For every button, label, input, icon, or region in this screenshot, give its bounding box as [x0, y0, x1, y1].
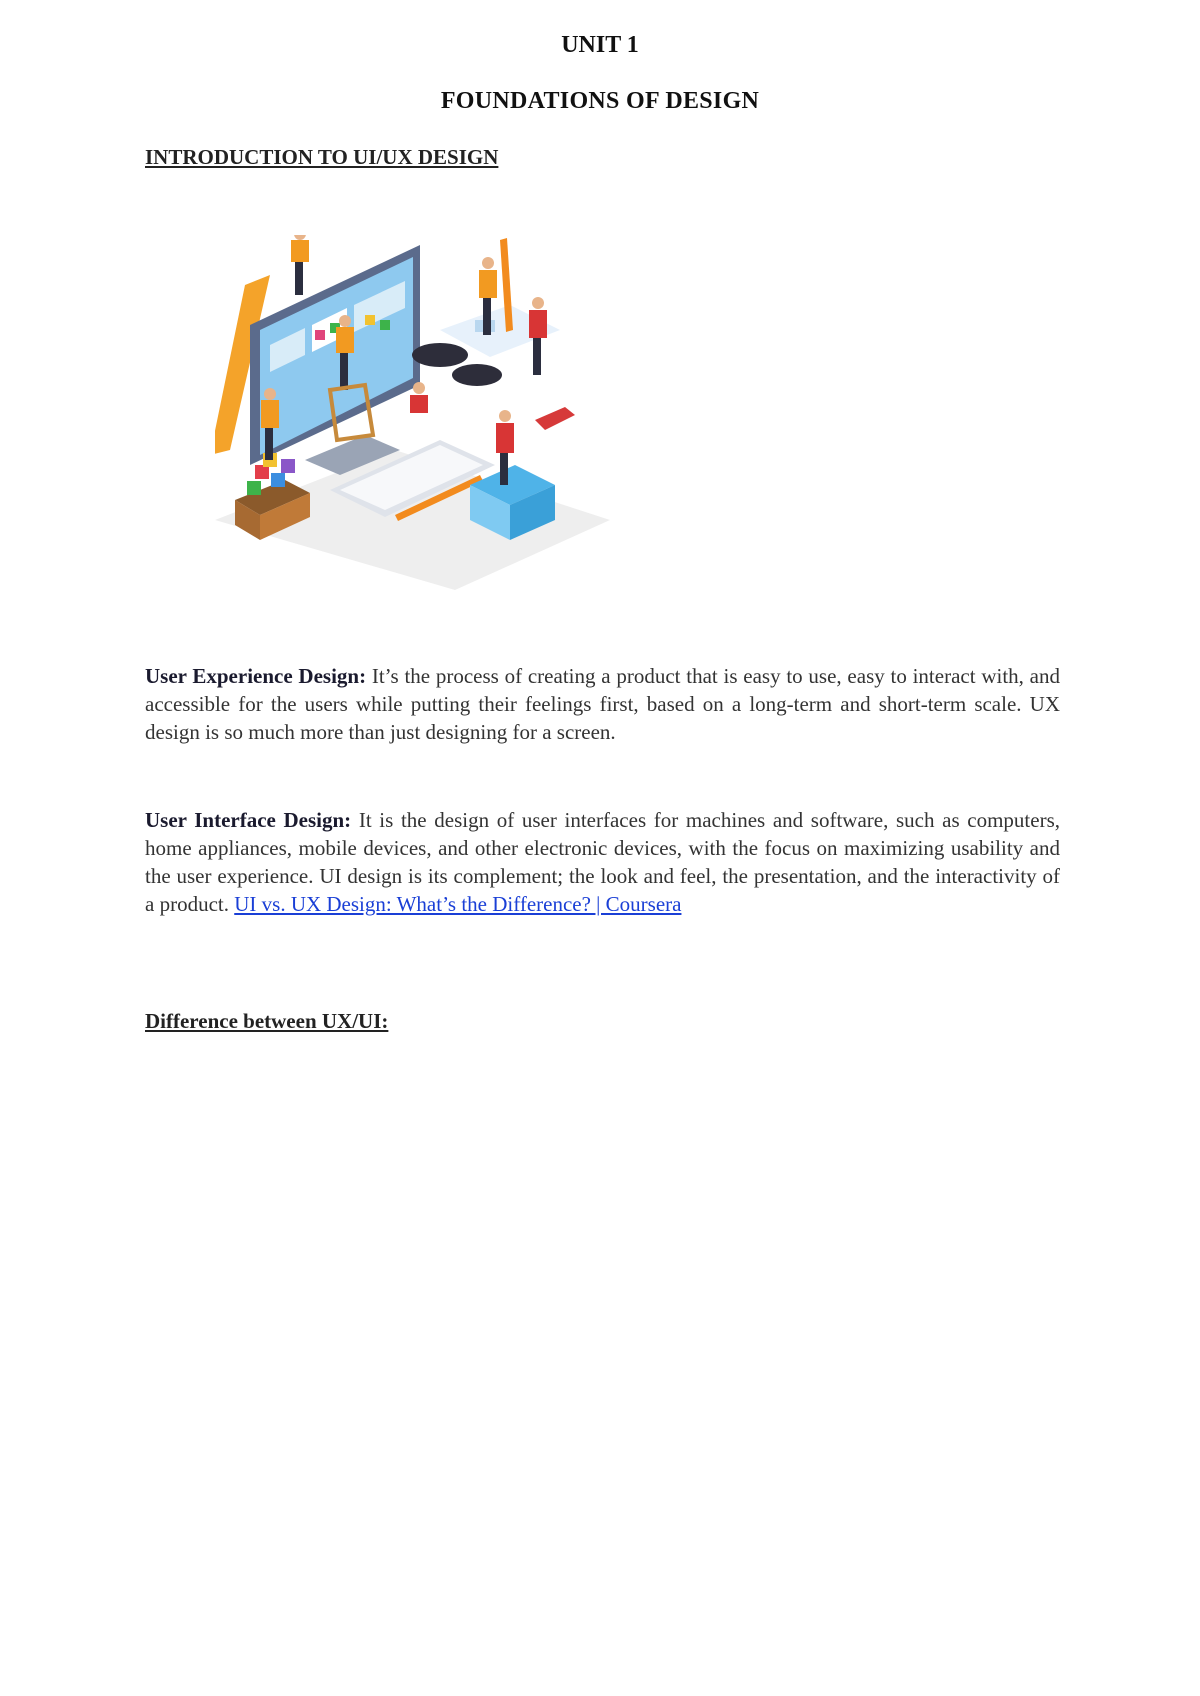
- difference-heading: Difference between UX/UI:: [145, 1009, 389, 1033]
- page-title: FOUNDATIONS OF DESIGN: [440, 88, 760, 114]
- ux-term: User Experience Design:: [145, 664, 367, 688]
- unit-heading: UNIT 1: [561, 32, 639, 58]
- section-heading: INTRODUCTION TO UI/UX DESIGN: [145, 145, 499, 169]
- ui-definition-text: It is the design of user interfaces for machines and software, such as computers, home appliances, mobile devices, and other electronic devices, with the focus on maximizing usability and the user experience. UI design is its complement; the look and feel, the presentation, and the interactivity of a product.: [145, 808, 1061, 916]
- coursera-link[interactable]: UI vs. UX Design: What’s the Difference? | Coursera: [234, 892, 682, 916]
- ui-term: User Interface Design:: [145, 808, 352, 832]
- ui-ux-team-illustration: [215, 235, 625, 595]
- ux-definition-paragraph: [145, 662, 1060, 746]
- ux-definition-text: It’s the process of creating a product that is easy to use, easy to interact with, and accessible for the users while putting their feelings first, based on a long-term and short-term scale. UX design is so much more than just designing for a screen.: [145, 664, 1060, 744]
- ui-definition-paragraph: [145, 806, 1060, 918]
